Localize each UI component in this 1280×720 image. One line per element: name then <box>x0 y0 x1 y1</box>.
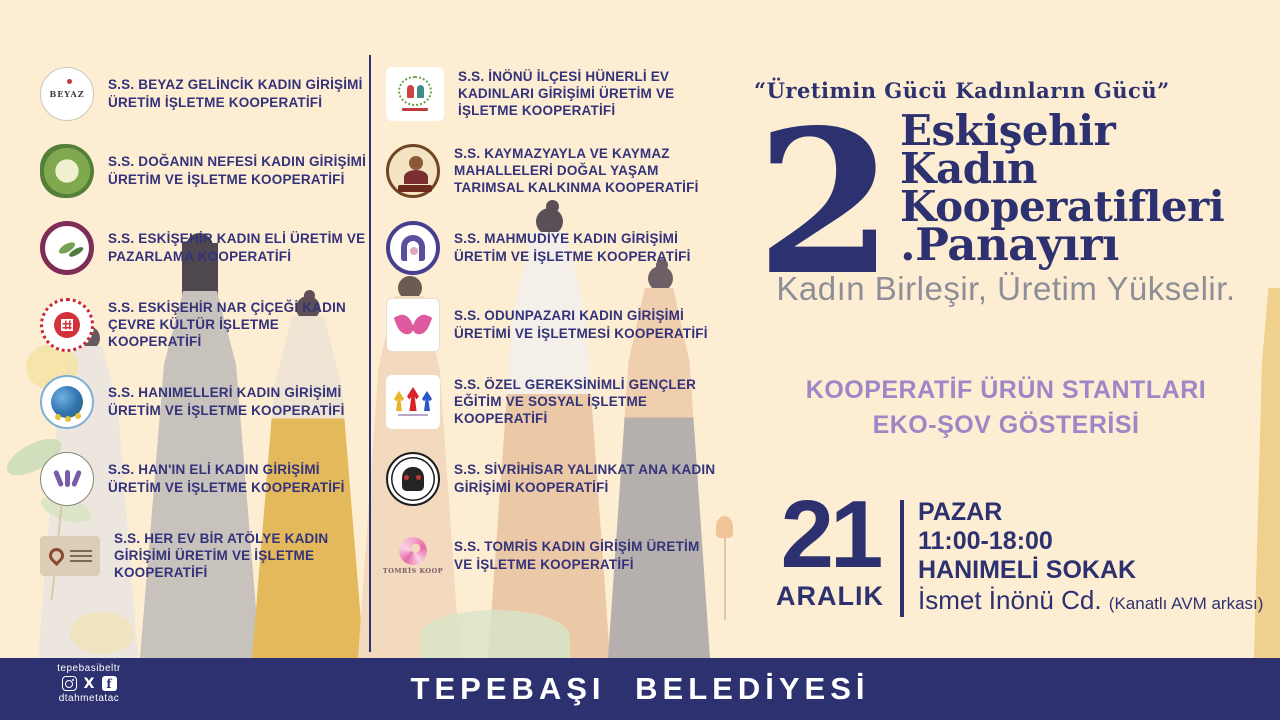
stem-decoration <box>724 528 726 620</box>
highlight-line: EKO-ŞOV GÖSTERİSİ <box>872 411 1140 439</box>
social-block <box>34 663 144 704</box>
cooperative-list-left <box>40 55 368 594</box>
event-street: HANIMELİ SOKAK <box>918 556 1137 584</box>
her-ev-bir-atolye-logo <box>40 536 100 576</box>
bush-decoration <box>420 610 570 662</box>
event-address-note: (Kanatlı AVM arkası) <box>1108 594 1264 613</box>
doganin-nefesi-logo <box>40 144 94 198</box>
hanin-eli-logo <box>40 452 94 506</box>
event-address <box>918 585 1263 615</box>
list-item <box>386 286 716 363</box>
title-line: Kooperatifleri <box>900 182 1225 231</box>
mahmudiye-logo <box>386 221 440 275</box>
list-item <box>40 209 368 286</box>
event-weekday: PAZAR <box>918 498 1003 526</box>
hanimelleri-logo <box>40 375 94 429</box>
sivrihisar-yalinkat-ana-logo <box>386 452 440 506</box>
flower-decoration <box>716 516 733 538</box>
event-details <box>918 496 1263 619</box>
inonu-hunerli-ev-kadinlari-logo <box>386 67 444 121</box>
list-item <box>386 55 716 132</box>
event-quote: “Üretimin Gücü Kadınların Gücü” <box>754 78 1170 103</box>
logo-text: TOMRİS KOOP <box>382 566 444 575</box>
coop-name: S.S. İNÖNÜ İLÇESİ HÜNERLİ EV KADINLARI GİRİŞİMİ ÜRETİM VE İŞLETME KOOPERATİFİ <box>458 68 675 119</box>
ozel-gereksinimli-gencler-logo <box>386 375 440 429</box>
coop-name: S.S. KAYMAZYAYLA VE KAYMAZ MAHALLELERİ DOĞAL YAŞAM TARIMSAL KALKINMA KOOPERATİFİ <box>454 145 699 196</box>
event-month: ARALIK <box>776 580 884 611</box>
coop-name: S.S. ESKİŞEHİR NAR ÇİÇEĞİ KADIN ÇEVRE KÜLTÜR İŞLETME KOOPERATİFİ <box>108 299 346 350</box>
facebook-icon <box>102 676 117 691</box>
list-item <box>386 363 716 440</box>
list-item <box>40 286 368 363</box>
municipality-name: TEPEBAŞI BELEDİYESİ <box>410 671 870 706</box>
event-date <box>776 481 884 619</box>
coop-name: S.S. SİVRİHİSAR YALINKAT ANA KADIN GİRİŞİMİ KOOPERATİFİ <box>454 462 716 495</box>
event-info-section <box>740 60 1272 658</box>
event-day: 21 <box>780 481 880 588</box>
social-icons <box>62 676 117 691</box>
coop-name: S.S. ESKİŞEHİR KADIN ELİ ÜRETİM VE PAZARLAMA KOOPERATİFİ <box>108 231 366 264</box>
list-item <box>40 517 368 594</box>
coop-name: S.S. MAHMUDİYE KADIN GİRİŞİMİ ÜRETİM VE İŞLETME KOOPERATİFİ <box>454 231 691 264</box>
x-icon <box>82 676 97 691</box>
list-item <box>386 132 716 209</box>
coop-name: S.S. DOĞANIN NEFESİ KADIN GİRİŞİMİ ÜRETİM VE İŞLETME KOOPERATİFİ <box>108 154 367 187</box>
list-item <box>40 363 368 440</box>
title-line: Eskişehir <box>900 106 1116 155</box>
title-line: .Panayırı <box>900 218 1119 271</box>
flower-decoration <box>70 612 134 654</box>
list-item <box>40 55 368 132</box>
eskisehir-kadin-eli-logo <box>40 221 94 275</box>
event-hours: 11:00-18:00 <box>918 527 1053 555</box>
coop-name: S.S. BEYAZ GELİNCİK KADIN GİRİŞİMİ ÜRETİM İŞLETME KOOPERATİFİ <box>108 77 363 110</box>
event-date-block <box>776 481 1264 619</box>
title-line: Kadın <box>900 144 1038 193</box>
odunpazari-logo <box>386 298 440 352</box>
tomris-koop-logo <box>382 529 444 583</box>
coop-name: S.S. ÖZEL GEREKSİNİMLİ GENÇLER EĞİTİM VE SOSYAL İŞLETME KOOPERATİFİ <box>454 376 697 427</box>
date-divider <box>900 500 904 617</box>
coop-name: S.S. TOMRİS KADIN GİRİŞİM ÜRETİM VE İŞLETME KOOPERATİFİ <box>454 539 700 572</box>
edition-number: 2 <box>756 86 888 319</box>
nar-cicegi-logo <box>40 298 94 352</box>
social-handle-bottom: dtahmetatac <box>58 693 120 704</box>
cooperative-list-right <box>382 55 716 594</box>
event-slogan: Kadın Birleşir, Üretim Yükselir. <box>776 270 1236 307</box>
list-item <box>382 517 716 594</box>
event-title <box>900 106 1225 271</box>
instagram-icon <box>62 676 77 691</box>
list-item <box>386 209 716 286</box>
list-item <box>40 132 368 209</box>
beyaz-gelincik-logo <box>40 67 94 121</box>
coop-name: S.S. HANIMELLERİ KADIN GİRİŞİMİ ÜRETİM VE İŞLETME KOOPERATİFİ <box>108 385 345 418</box>
coop-name: S.S. ODUNPAZARI KADIN GİRİŞİMİ ÜRETİMİ VE İŞLETMESİ KOOPERATİFİ <box>454 308 708 341</box>
highlight-line: KOOPERATİF ÜRÜN STANTLARI <box>805 376 1207 404</box>
footer-bar <box>0 658 1280 720</box>
list-item <box>40 440 368 517</box>
column-divider <box>369 55 371 652</box>
event-avenue: İsmet İnönü Cd. <box>918 585 1102 615</box>
coop-name: S.S. HER EV BİR ATÖLYE KADIN GİRİŞİMİ ÜRETİM VE İŞLETME KOOPERATİFİ <box>114 530 329 581</box>
logo-text: BEYAZ <box>49 88 85 99</box>
kaymazyayla-logo <box>386 144 440 198</box>
list-item <box>386 440 716 517</box>
event-highlights <box>740 373 1272 443</box>
coop-name: S.S. HAN'IN ELİ KADIN GİRİŞİMİ ÜRETİM VE İŞLETME KOOPERATİFİ <box>108 462 345 495</box>
social-handle-top: tepebasibeltr <box>57 663 121 674</box>
